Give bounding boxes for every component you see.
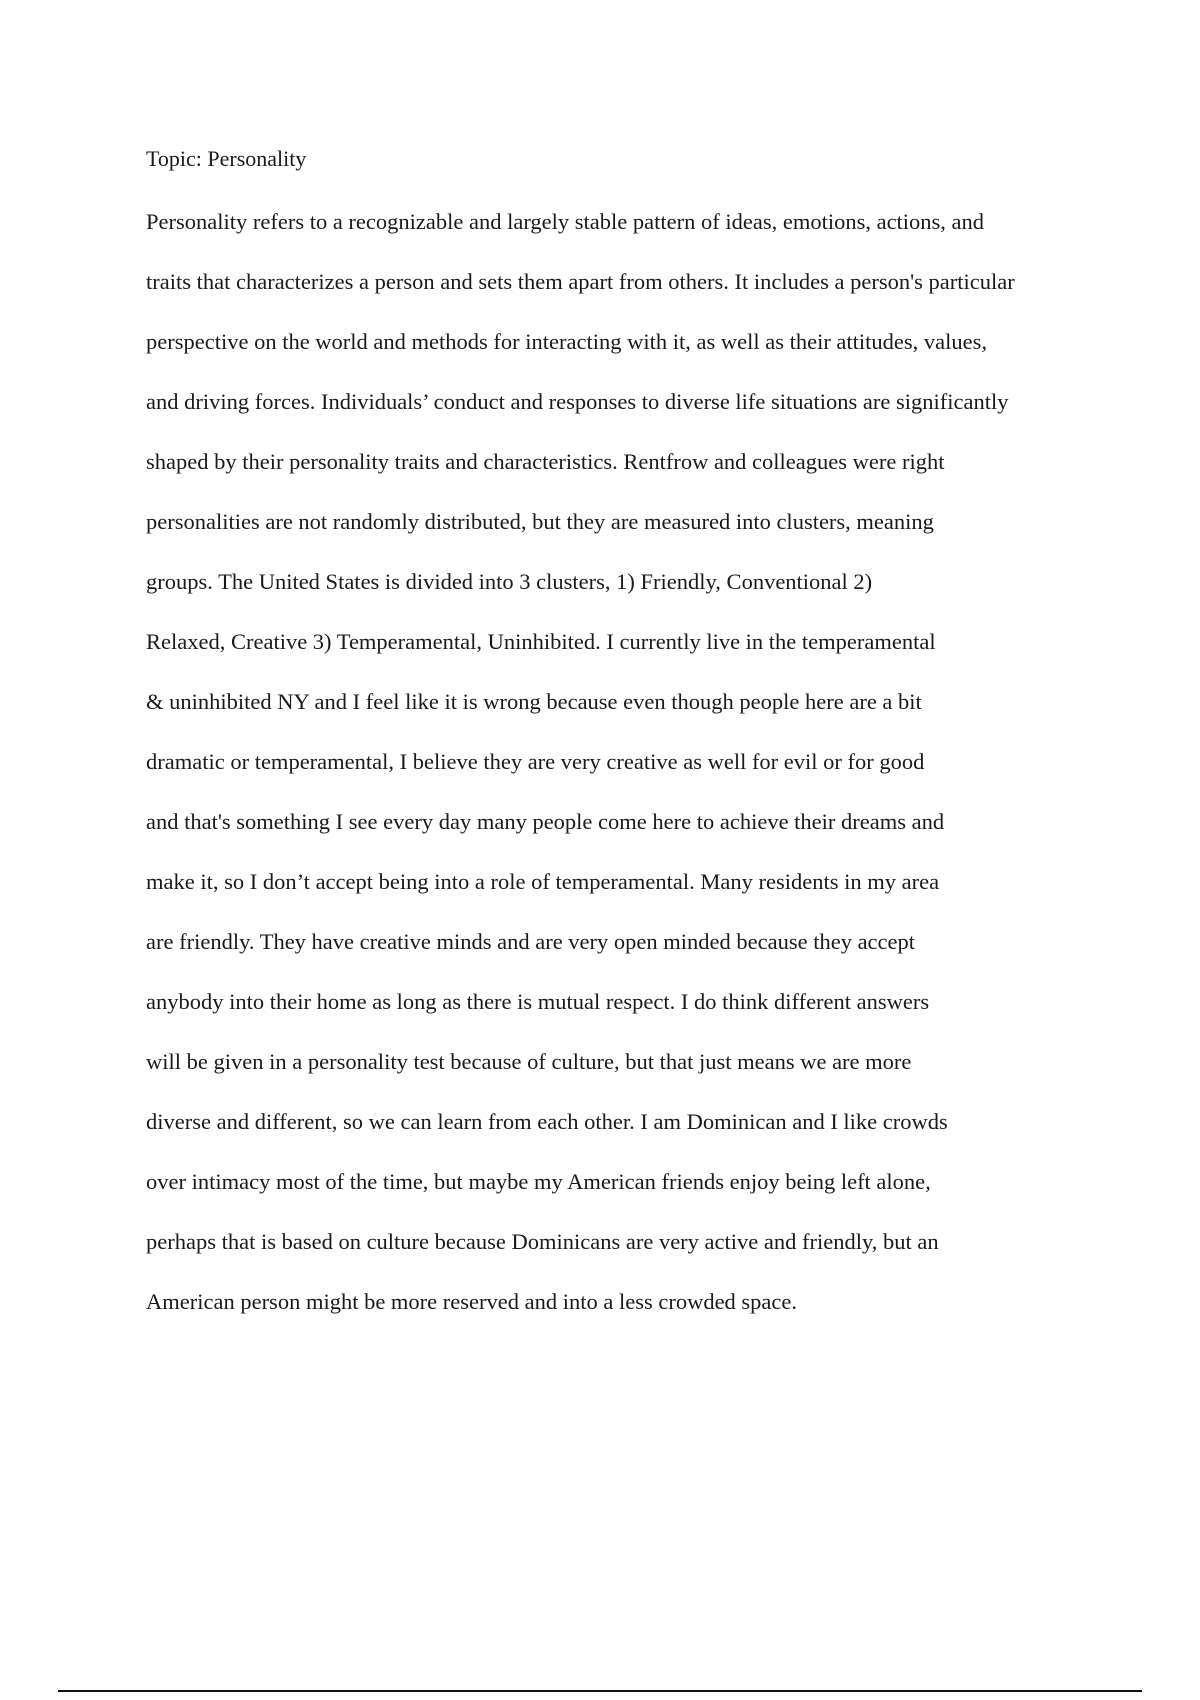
paragraph-line: personalities are not randomly distributed, but they are measured into clusters, meaning — [146, 509, 934, 534]
paragraph-line: dramatic or temperamental, I believe they are very creative as well for evil or for good — [146, 749, 925, 774]
paragraph-line: and that's something I see every day many people come here to achieve their dreams and — [146, 809, 945, 834]
paragraph-line: traits that characterizes a person and sets them apart from others. It includes a person's particular — [146, 269, 1015, 294]
paragraph-line: are friendly. They have creative minds and are very open minded because they accept — [146, 929, 916, 954]
paragraph-line: and driving forces. Individuals’ conduct and responses to diverse life situations are significantly — [146, 389, 1009, 414]
paragraph-line: perspective on the world and methods for interacting with it, as well as their attitudes, values, — [146, 329, 988, 354]
paragraph-line: Relaxed, Creative 3) Temperamental, Uninhibited. I currently live in the temperamental — [146, 629, 936, 654]
paragraph-line: Personality refers to a recognizable and largely stable pattern of ideas, emotions, actions, and — [146, 209, 985, 234]
paragraph-line: diverse and different, so we can learn from each other. I am Dominican and I like crowds — [146, 1109, 948, 1134]
essay-paragraph — [146, 207, 1015, 1347]
page-bottom-divider — [58, 1690, 1142, 1692]
paragraph-line: perhaps that is based on culture because Dominicans are very active and friendly, but an — [146, 1229, 939, 1254]
paragraph-line: groups. The United States is divided into 3 clusters, 1) Friendly, Conventional 2) — [146, 569, 873, 594]
paragraph-line: shaped by their personality traits and characteristics. Rentfrow and colleagues were right — [146, 449, 945, 474]
paragraph-line: make it, so I don’t accept being into a role of temperamental. Many residents in my area — [146, 869, 940, 894]
paragraph-line: anybody into their home as long as there is mutual respect. I do think different answers — [146, 989, 930, 1014]
paragraph-line: will be given in a personality test because of culture, but that just means we are more — [146, 1049, 912, 1074]
paragraph-line: over intimacy most of the time, but maybe my American friends enjoy being left alone, — [146, 1169, 931, 1194]
topic-heading: Topic: Personality — [146, 146, 307, 171]
paragraph-line: American person might be more reserved and into a less crowded space. — [146, 1289, 798, 1314]
paragraph-line: & uninhibited NY and I feel like it is wrong because even though people here are a bit — [146, 689, 922, 714]
